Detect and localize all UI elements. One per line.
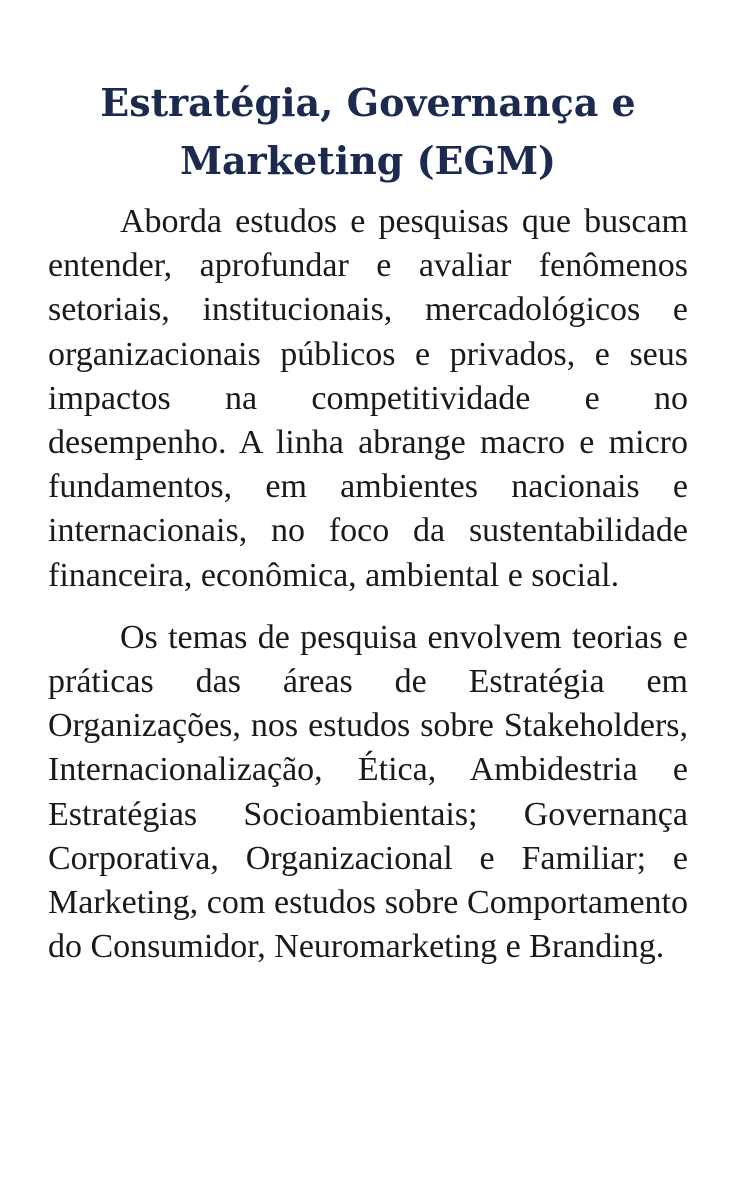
paragraph-research-themes: Os temas de pesquisa envolvem teorias e práticas das áreas de Estratégia em Organizações, nos estudos sobre Stakeholders, Internacionalização, Ética, Ambidestria e Estratégias Socioambientais; Governança Corporativa, Organizacional e Familiar; e Marketing, com estudos sobre Comportamento do Consumidor, Neuromarketing e Branding. [48, 618, 688, 966]
section-title-line-1: Estratégia, Governança e [100, 80, 636, 125]
paragraph-description: Aborda estudos e pesquisas que buscam entender, aprofundar e avaliar fenômenos setoriais, institucionais, mercadológicos e organizacionais públicos e privados, e seus impactos na competitividade e no desempenho. A linha abrange macro e micro fundamentos, em ambientes nacionais e internacionais, no foco da sustentabilidade financeira, econômica, ambiental e social. [48, 203, 688, 594]
section-title [48, 74, 688, 190]
section-body [48, 200, 688, 969]
section-title-line-2: Marketing (EGM) [179, 138, 557, 183]
document-page [48, 74, 688, 969]
